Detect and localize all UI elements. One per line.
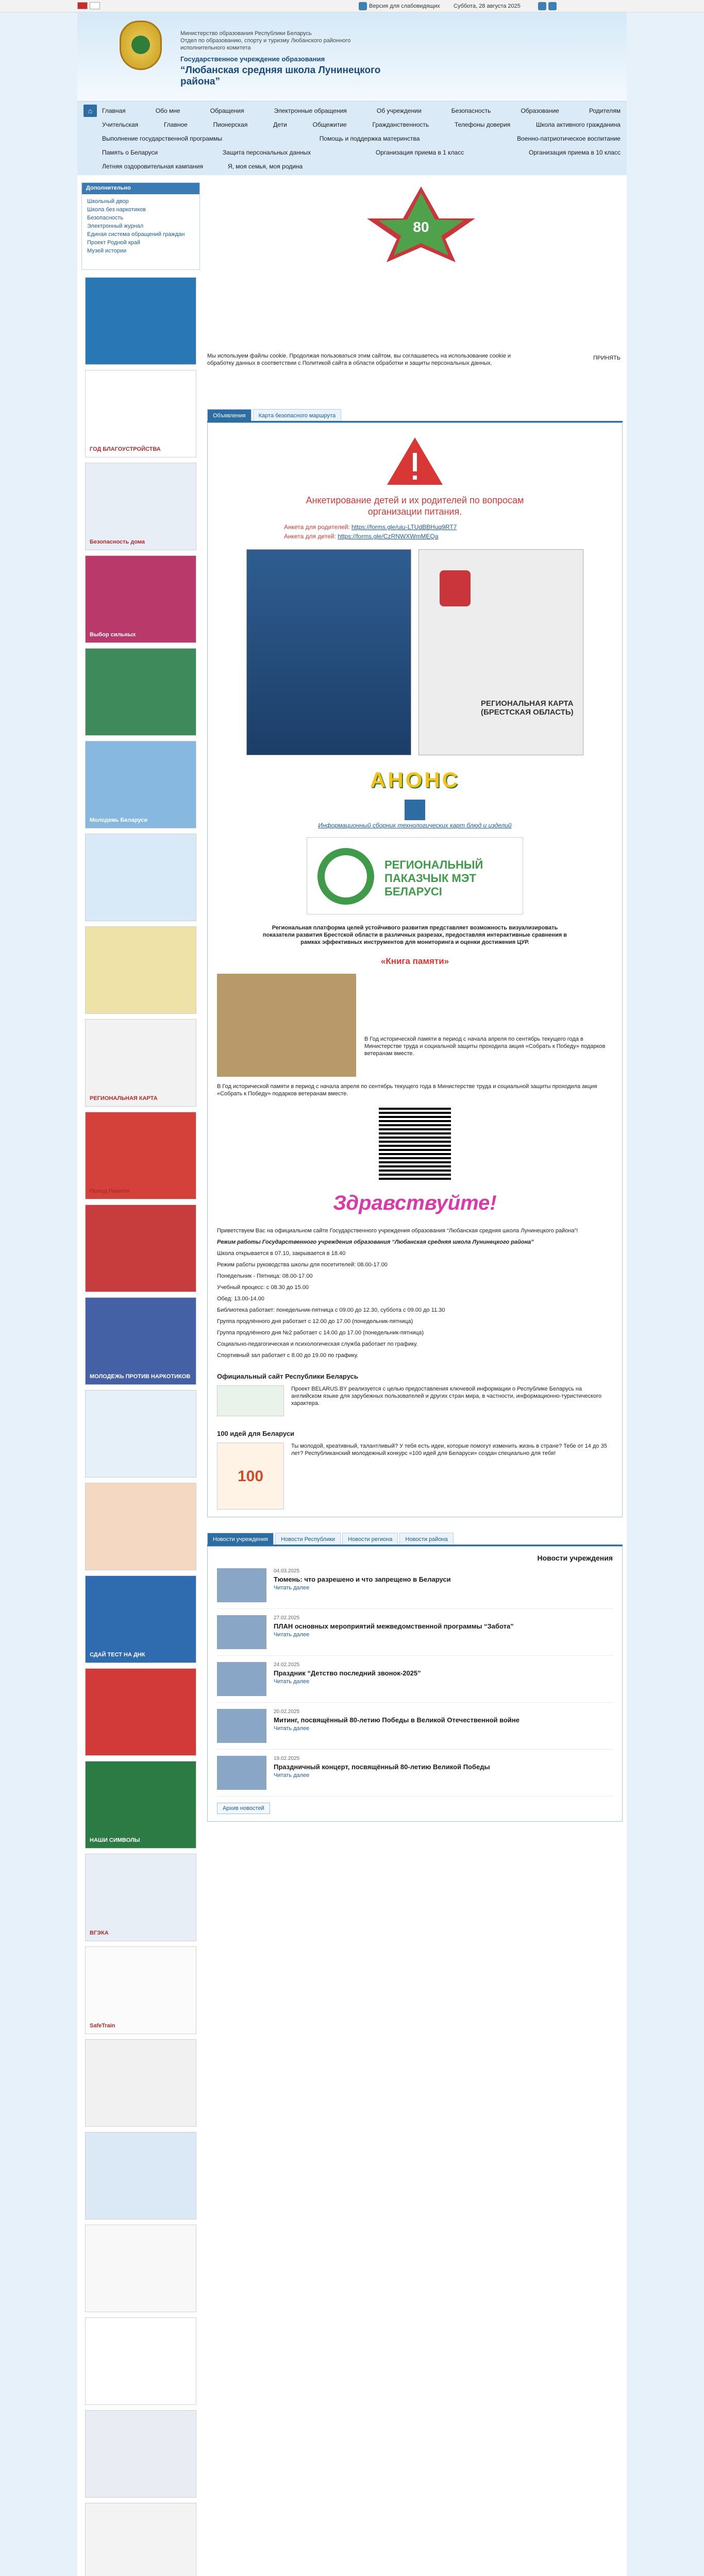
tab-news-school[interactable]: Новости учреждения: [207, 1533, 274, 1545]
home-icon[interactable]: ⌂: [83, 105, 97, 117]
ideas-title: 100 идей для Беларуси: [217, 1430, 295, 1437]
sitemap-icon[interactable]: [538, 2, 546, 10]
news-read-more[interactable]: Читать далее: [274, 1772, 310, 1778]
sidebar-banner[interactable]: [85, 2225, 196, 2312]
nav-item-safety[interactable]: Безопасность: [451, 107, 491, 114]
news-list: [217, 1568, 613, 1797]
nav-item-state-program[interactable]: Выполнение государственной программы: [102, 135, 222, 142]
page-wrapper: [77, 12, 627, 2576]
official-site-block: [217, 1385, 613, 1416]
nav-item-children[interactable]: Дети: [273, 121, 287, 128]
sidebar-banner-title: СДАЙ ТЕСТ НА ДНК: [90, 1652, 145, 1658]
sidebar-banner[interactable]: [85, 1297, 196, 1385]
sidebar-banner-title: Выбор сильных: [90, 632, 136, 638]
sidebar-banner[interactable]: [85, 1946, 196, 2034]
schedule-line: Спортивный зал работает с 8.00 до 19.00 по графику.: [217, 1352, 359, 1359]
search-icon[interactable]: [548, 2, 557, 10]
news-item[interactable]: [217, 1709, 613, 1750]
language-ru-flag[interactable]: [90, 2, 100, 9]
news-item[interactable]: [217, 1615, 613, 1656]
news-read-more[interactable]: Читать далее: [274, 1585, 310, 1591]
news-date: 27.02.2025: [274, 1615, 300, 1621]
news-archive-button[interactable]: Архив новостей: [217, 1803, 270, 1814]
nav-item-institution[interactable]: Об учреждении: [376, 107, 422, 114]
book-of-memory-more: В Год исторической памяти в период с начала апреля по сентябрь текущего года в Министерстве труда и социальной защиты проходила акция «Собрать к Победу» подарков ветеранам вместе.: [217, 1083, 597, 1097]
alert-link-children[interactable]: https://forms.gle/CzRNWXWmMEQa: [338, 533, 439, 540]
booklet-block: [217, 800, 613, 829]
sidebar-banner[interactable]: [85, 648, 196, 736]
sidebar-menu-title: Дополнительно: [82, 183, 199, 194]
sidebar-banner[interactable]: [85, 463, 196, 550]
nav-row-4: [100, 149, 623, 156]
qr-code-image[interactable]: [217, 1108, 613, 1181]
tab-announcements[interactable]: Объявления: [207, 409, 252, 421]
sidebar-banner[interactable]: [85, 1483, 196, 1570]
regional-map-images: [217, 549, 613, 755]
sidebar-menu-item[interactable]: Школьный двор: [87, 198, 129, 205]
schedule-line: Школа открывается в 07.10, закрывается в 18.40: [217, 1250, 346, 1257]
news-thumbnail[interactable]: [217, 1756, 266, 1790]
sidebar-menu: [81, 182, 200, 270]
nav-row-3: [100, 135, 623, 142]
regional-description: Региональная платформа целей устойчивого развития представляет возможность визуализировать показатели развития Брестской области в различных разрезах, предоставляя интерактивные сравнения в рамках эффективных инструментов для мониторинга и оценки достижения ЦУР.: [262, 925, 567, 945]
sidebar-banner-title: НАШИ СИМВОЛЫ: [90, 1837, 140, 1843]
nav-item-motherhood[interactable]: Помощь и поддержка материнства: [319, 135, 420, 142]
ideas-logo[interactable]: 100: [217, 1443, 284, 1510]
news-title[interactable]: Праздничный концерт, посвящённый 80-летию Великой Победы: [274, 1763, 490, 1771]
victory-star-icon: [315, 182, 527, 265]
belarus-by-logo[interactable]: [217, 1385, 284, 1416]
nav-item-memory[interactable]: Память о Беларуси: [102, 149, 158, 156]
header-institution-name: “Любанская средняя школа Лунинецкого района”: [180, 65, 381, 87]
book-of-memory-block: [217, 974, 613, 1077]
tab-news-republic[interactable]: Новости Республики: [275, 1533, 341, 1545]
nav-row-5: [100, 163, 623, 170]
sidebar-banner[interactable]: [85, 277, 196, 365]
news-title[interactable]: Тюмень: что разрешено и что запрещено в Беларуси: [274, 1575, 451, 1583]
language-by-flag[interactable]: [77, 2, 88, 9]
tab-news-region[interactable]: Новости региона: [342, 1533, 398, 1545]
news-title[interactable]: Праздник “Детство последний звонок-2025”: [274, 1669, 421, 1677]
sidebar-banner[interactable]: [85, 555, 196, 643]
sidebar-banner[interactable]: [85, 2132, 196, 2219]
nav-row-1: [100, 107, 623, 114]
nav-item-education[interactable]: Образование: [521, 107, 559, 114]
ideas-block: [217, 1443, 613, 1510]
sidebar-menu-item[interactable]: Безопасность: [87, 215, 124, 221]
nav-item-e-appeals[interactable]: Электронные обращения: [274, 107, 347, 114]
nav-item-trust-phones[interactable]: Телефоны доверия: [454, 121, 511, 128]
sidebar-banner[interactable]: [85, 1390, 196, 1478]
announcement-panel: [207, 422, 623, 1517]
alert-links: [284, 522, 613, 541]
top-bar: [0, 0, 704, 12]
header-ministry: [180, 30, 387, 52]
alert-link-label: Анкета для детей:: [284, 533, 336, 540]
news-panel: [207, 1546, 623, 1822]
schedule-line: Библиотека работает: понедельник-пятница с 09.00 до 12.30, суббота с 09.00 до 11.30: [217, 1307, 445, 1313]
sidebar-menu-item[interactable]: Электронный журнал: [87, 223, 144, 229]
greeting-banner: Здравствуйте!: [333, 1192, 497, 1214]
official-site-title: Официальный сайт Республики Беларусь: [217, 1372, 358, 1380]
schedule-title: Режим работы Государственного учреждения образования “Любанская средняя школа Лунинецкого района”: [217, 1239, 534, 1245]
schedule-line: Обед: 13.00-14.00: [217, 1296, 264, 1302]
news-read-more[interactable]: Читать далее: [274, 1725, 310, 1732]
map-label: РЕГИОНАЛЬНАЯ КАРТА (БРЕСТСКАЯ ОБЛАСТЬ): [481, 699, 574, 717]
sidebar-banner-title: ВГЭКА: [90, 1930, 109, 1936]
accessibility-icon[interactable]: [359, 2, 367, 10]
svg-text:80: 80: [413, 219, 429, 235]
victory-80-banner[interactable]: [315, 182, 527, 265]
alert-link-parents[interactable]: https://forms.gle/uiu-LTUdBBHuq9RT7: [351, 523, 457, 531]
sidebar-menu-item[interactable]: Музей истории: [87, 248, 127, 254]
news-item[interactable]: [217, 1756, 613, 1797]
nav-item-family-homeland[interactable]: Я, моя семья, моя родина: [227, 163, 303, 170]
nav-item-dormitory[interactable]: Общежитие: [312, 121, 347, 128]
sidebar-banner-list: [81, 277, 200, 2576]
news-date: 20.02.2025: [274, 1709, 300, 1715]
sidebar-banner[interactable]: [85, 2039, 196, 2127]
ideas-text: Ты молодой, креативный, талантливый? У тебя есть идеи, которые помогут изменить жизнь в стране? Тебе от 14 до 35 лет? Республиканский молодежный конкурс «100 идей для Беларуси» создан специально для тебя!: [291, 1443, 607, 1456]
accessibility-version-link[interactable]: Версия для слабовидящих: [369, 3, 440, 9]
nav-item-admission-1[interactable]: Организация приема в 1 класс: [375, 149, 464, 156]
sidebar-menu-item[interactable]: Проект Родной край: [87, 240, 141, 246]
sidebar-banner-title: Молодежь Беларуси: [90, 817, 148, 823]
header-institution-prefix: Государственное учреждение образования: [180, 55, 325, 63]
nav-item-active-citizen[interactable]: Школа активного гражданина: [536, 121, 621, 128]
book-of-memory-text: В Год исторической памяти в период с начала апреля по сентябрь текущего года в Министерстве труда и социальной защиты проходила акция «Собрать к Победу» подарков ветеранам вместе.: [364, 1036, 606, 1057]
anons-text: АНОНС: [370, 768, 460, 792]
schedule-line: Учебный процесс: с 08.30 до 15.00: [217, 1284, 309, 1291]
nav-item-general[interactable]: Главное: [163, 121, 188, 128]
schedule-line: Группа продлённого дня работает с 12.00 до 17.00 (понедельник-пятница): [217, 1318, 413, 1325]
sidebar-banner[interactable]: [85, 1668, 196, 1756]
news-item[interactable]: [217, 1568, 613, 1609]
schedule-line: Понедельник - Пятница: 08.00-17.00: [217, 1273, 313, 1279]
sidebar-menu-item[interactable]: Единая система обращений граждан: [87, 231, 185, 238]
sidebar-banner[interactable]: [85, 926, 196, 1014]
school-emblem-logo[interactable]: [120, 21, 162, 70]
sidebar-banner[interactable]: [85, 370, 196, 457]
nav-item-summer-camp[interactable]: Летняя оздоровительная кампания: [102, 163, 203, 170]
news-thumbnail[interactable]: [217, 1615, 266, 1649]
news-read-more[interactable]: Читать далее: [274, 1679, 310, 1685]
news-date: 04.03.2025: [274, 1568, 300, 1574]
news-tabs: [207, 1533, 623, 1546]
sidebar-banner[interactable]: [85, 1575, 196, 1663]
news-thumbnail[interactable]: [217, 1662, 266, 1696]
booklet-link[interactable]: Информационный сборник технологических карт блюд и изделий: [318, 822, 512, 829]
nav-item-main[interactable]: Главная: [102, 107, 126, 114]
sidebar-banner[interactable]: [85, 2410, 196, 2498]
sidebar-banner[interactable]: [85, 1112, 196, 1199]
schedule-line: Группа продлённого дня №2 работает с 14.00 до 17.00 (понедельник-пятница): [217, 1330, 424, 1336]
news-read-more[interactable]: Читать далее: [274, 1632, 310, 1638]
warning-icon: [217, 434, 613, 489]
map-leaflet-image[interactable]: [246, 549, 411, 755]
news-item[interactable]: [217, 1662, 613, 1703]
schedule-line: Режим работы руководства школы для посетителей: 08.00-17.00: [217, 1262, 388, 1268]
header-department-name: Отдел по образованию, спорту и туризму Любанского районного исполнительного комитета: [180, 38, 351, 51]
book-icon: [405, 800, 425, 820]
news-thumbnail[interactable]: [217, 1709, 266, 1743]
site-header: [77, 12, 627, 101]
tab-safe-route[interactable]: Карта безопасного маршрута: [253, 409, 341, 421]
sdg-wheel-icon: [317, 848, 374, 905]
nav-item-about[interactable]: Обо мне: [155, 107, 180, 114]
language-switcher[interactable]: [77, 2, 102, 11]
sidebar-banner[interactable]: [85, 2317, 196, 2405]
cookie-accept-button[interactable]: ПРИНЯТЬ: [593, 355, 621, 361]
nav-item-patriotic[interactable]: Военно-патриотическое воспитание: [517, 135, 621, 142]
sidebar-banner[interactable]: [85, 834, 196, 921]
news-date: 24.02.2025: [274, 1662, 300, 1668]
news-thumbnail[interactable]: [217, 1568, 266, 1602]
nav-item-parents[interactable]: Родителям: [589, 107, 621, 114]
coat-of-arms-icon: [440, 570, 471, 606]
sidebar-banner-title: SafeTrain: [90, 2023, 115, 2029]
regional-indicator-banner[interactable]: [217, 837, 613, 916]
book-of-memory-title: «Книга памяти»: [380, 956, 449, 966]
sidebar-banner[interactable]: [85, 1205, 196, 1292]
book-of-memory-image[interactable]: [217, 974, 356, 1077]
sidebar-banner[interactable]: [85, 2503, 196, 2576]
sidebar-banner[interactable]: [85, 1019, 196, 1107]
alert-link-label: Анкета для родителей:: [284, 523, 350, 531]
news-heading: Новости учреждения: [537, 1554, 613, 1562]
sidebar-banner-title: ГОД БЛАГОУСТРОЙСТВА: [90, 446, 161, 452]
tab-news-district[interactable]: Новости района: [399, 1533, 453, 1545]
map-cover-image[interactable]: [418, 549, 583, 755]
main-navigation: [77, 101, 627, 175]
header-institution: [180, 54, 417, 88]
greeting-text: Приветствуем Вас на официальном сайте Государственного учреждения образования “Любанская средняя школа Лунинецкого района”!: [217, 1228, 578, 1234]
alert-title: Анкетирование детей и их родителей по вопросам организации питания.: [306, 495, 524, 517]
nav-item-citizenship[interactable]: Гражданственность: [372, 121, 429, 128]
schedule-line: Социально-педагогическая и психологическая служба работает по графику.: [217, 1341, 418, 1347]
anons-banner[interactable]: [217, 768, 613, 792]
current-date: Суббота, 28 августа 2025: [454, 3, 521, 9]
header-ministry-name: Министерство образования Республики Беларусь: [180, 30, 312, 37]
news-title[interactable]: ПЛАН основных мероприятий межведомственной программы “Забота”: [274, 1622, 514, 1630]
sidebar-banner-title: Поход Памяти: [90, 1188, 130, 1194]
left-sidebar: [81, 182, 200, 2576]
nav-item-admission-10[interactable]: Организация приема в 10 класс: [529, 149, 621, 156]
cookie-text: Мы используем файлы cookie. Продолжая пользоваться этим сайтом, вы соглашаетесь на использование cookie и обработку данных в соответствии с Политикой сайта в области обработки и защиты персональных данных.: [207, 353, 511, 366]
nav-item-personal-data[interactable]: Защита персональных данных: [222, 149, 311, 156]
sidebar-menu-item[interactable]: Школа без наркотиков: [87, 207, 146, 213]
sidebar-banner[interactable]: [85, 1761, 196, 1849]
announcement-tabs: [207, 409, 623, 422]
news-date: 19.02.2025: [274, 1756, 300, 1761]
main-content: [207, 409, 623, 1822]
nav-item-teachers[interactable]: Учительская: [102, 121, 139, 128]
regional-title: РЕГИОНАЛЬНЫЙ ПАКАЗЧЫК МЭТ БЕЛАРУСІ: [384, 858, 483, 898]
sidebar-banner-title: РЕГИОНАЛЬНАЯ КАРТА: [90, 1095, 158, 1101]
sidebar-banner-title: Безопасность дома: [90, 539, 145, 545]
sidebar-banner-title: МОЛОДЕЖЬ ПРОТИВ НАРКОТИКОВ: [90, 1374, 191, 1380]
official-site-text: Проект BELARUS.BY реализуется с целью предоставления ключевой информации о Республике Беларусь на английском языке для зарубежных пользователей и других стран мира, в частности, информационно-туристического характера.: [291, 1386, 602, 1406]
nav-row-2: [100, 121, 623, 128]
nav-item-pioneers[interactable]: Пионерская: [213, 121, 248, 128]
nav-item-appeals[interactable]: Обращения: [210, 107, 244, 114]
sidebar-banner[interactable]: [85, 741, 196, 828]
sidebar-banner[interactable]: [85, 1854, 196, 1941]
news-title[interactable]: Митинг, посвящённый 80-летию Победы в Великой Отечественной войне: [274, 1716, 519, 1724]
cookie-notice: [207, 352, 623, 367]
